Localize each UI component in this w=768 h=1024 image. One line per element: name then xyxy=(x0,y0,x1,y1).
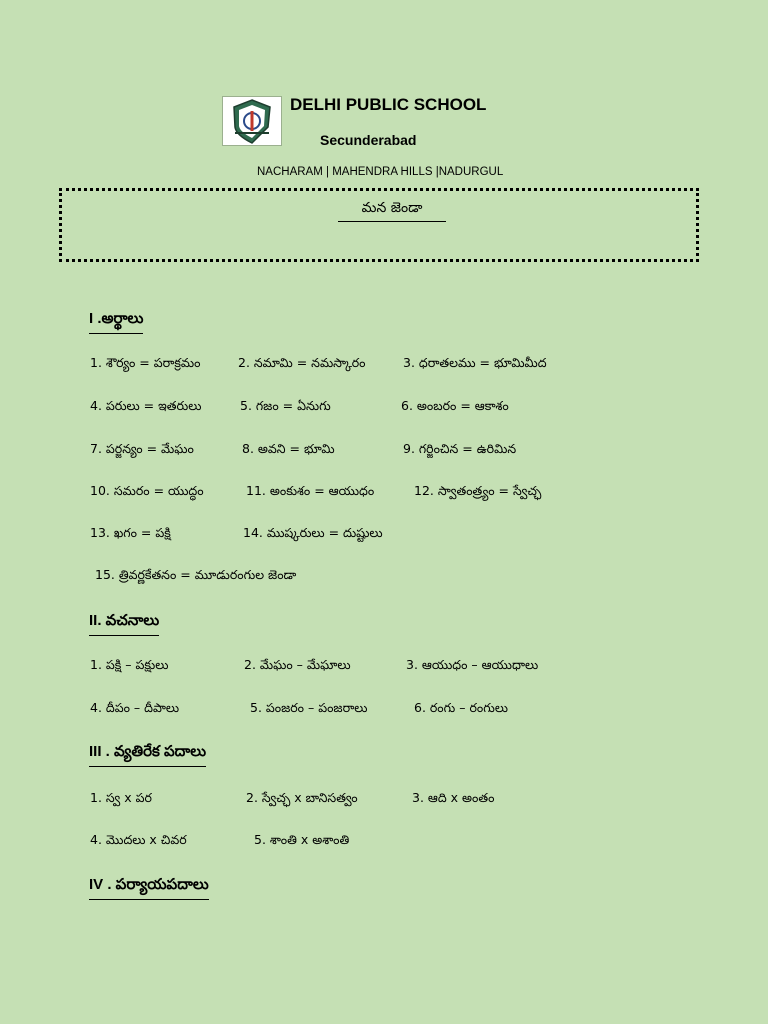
list-item: 1. స్వ x పర xyxy=(90,790,152,805)
list-item: 1. శౌర్యం = పరాక్రమం xyxy=(90,355,201,370)
list-item: 15. త్రివర్ణకేతనం = మూడురంగుల జెండా xyxy=(95,567,297,582)
list-item: 13. ఖగం = పక్షి xyxy=(90,525,171,540)
list-item: 3. ఆది x అంతం xyxy=(412,790,495,805)
page-title: మన జెండా xyxy=(338,200,446,222)
list-item: 4. మొదలు x చివర xyxy=(90,832,187,847)
list-item: 9. గర్జించిన = ఉరిమిన xyxy=(403,441,517,456)
list-item: 5. గజం = ఏనుగు xyxy=(240,398,331,413)
list-item: 6. రంగు – రంగులు xyxy=(414,700,509,715)
list-item: 11. అంకుశం = ఆయుధం xyxy=(246,483,375,498)
school-city: Secunderabad xyxy=(320,132,417,148)
list-item: 3. ధరాతలము = భూమిమీద xyxy=(403,355,547,370)
school-logo xyxy=(222,96,282,146)
list-item: 3. ఆయుధం – ఆయుధాలు xyxy=(406,657,539,672)
section-heading-synonyms: IV . పర్యాయపదాలు xyxy=(89,876,209,900)
list-item: 2. మేఘం – మేఘాలు xyxy=(244,657,351,672)
school-branches: NACHARAM | MAHENDRA HILLS |NADURGUL xyxy=(257,166,504,178)
list-item: 2. నమామి = నమస్కారం xyxy=(238,355,366,370)
list-item: 4. పరులు = ఇతరులు xyxy=(90,398,202,413)
list-item: 12. స్వాతంత్ర్యం = స్వేచ్ఛ xyxy=(414,483,542,498)
section-heading-meanings: I .అర్థాలు xyxy=(89,310,143,334)
list-item: 8. అవని = భూమి xyxy=(242,441,335,456)
list-item: 14. ముష్కరులు = దుష్టులు xyxy=(243,525,383,540)
list-item: 7. పర్జన్యం = మేఘం xyxy=(90,441,194,456)
list-item: 6. అంబరం = ఆకాశం xyxy=(401,398,509,413)
list-item: 2. స్వేచ్ఛ x బానిసత్వం xyxy=(246,790,358,805)
list-item: 1. పక్షి – పక్షులు xyxy=(90,657,169,672)
section-heading-plurals: II. వచనాలు xyxy=(89,612,159,636)
section-heading-antonyms: III . వ్యతిరేక పదాలు xyxy=(89,743,206,767)
list-item: 10. సమరం = యుద్ధం xyxy=(90,483,204,498)
school-name: DELHI PUBLIC SCHOOL xyxy=(290,95,487,114)
list-item: 5. శాంతి x అశాంతి xyxy=(254,832,350,847)
list-item: 4. దీపం – దీపాలు xyxy=(90,700,180,715)
list-item: 5. పంజరం – పంజరాలు xyxy=(250,700,368,715)
